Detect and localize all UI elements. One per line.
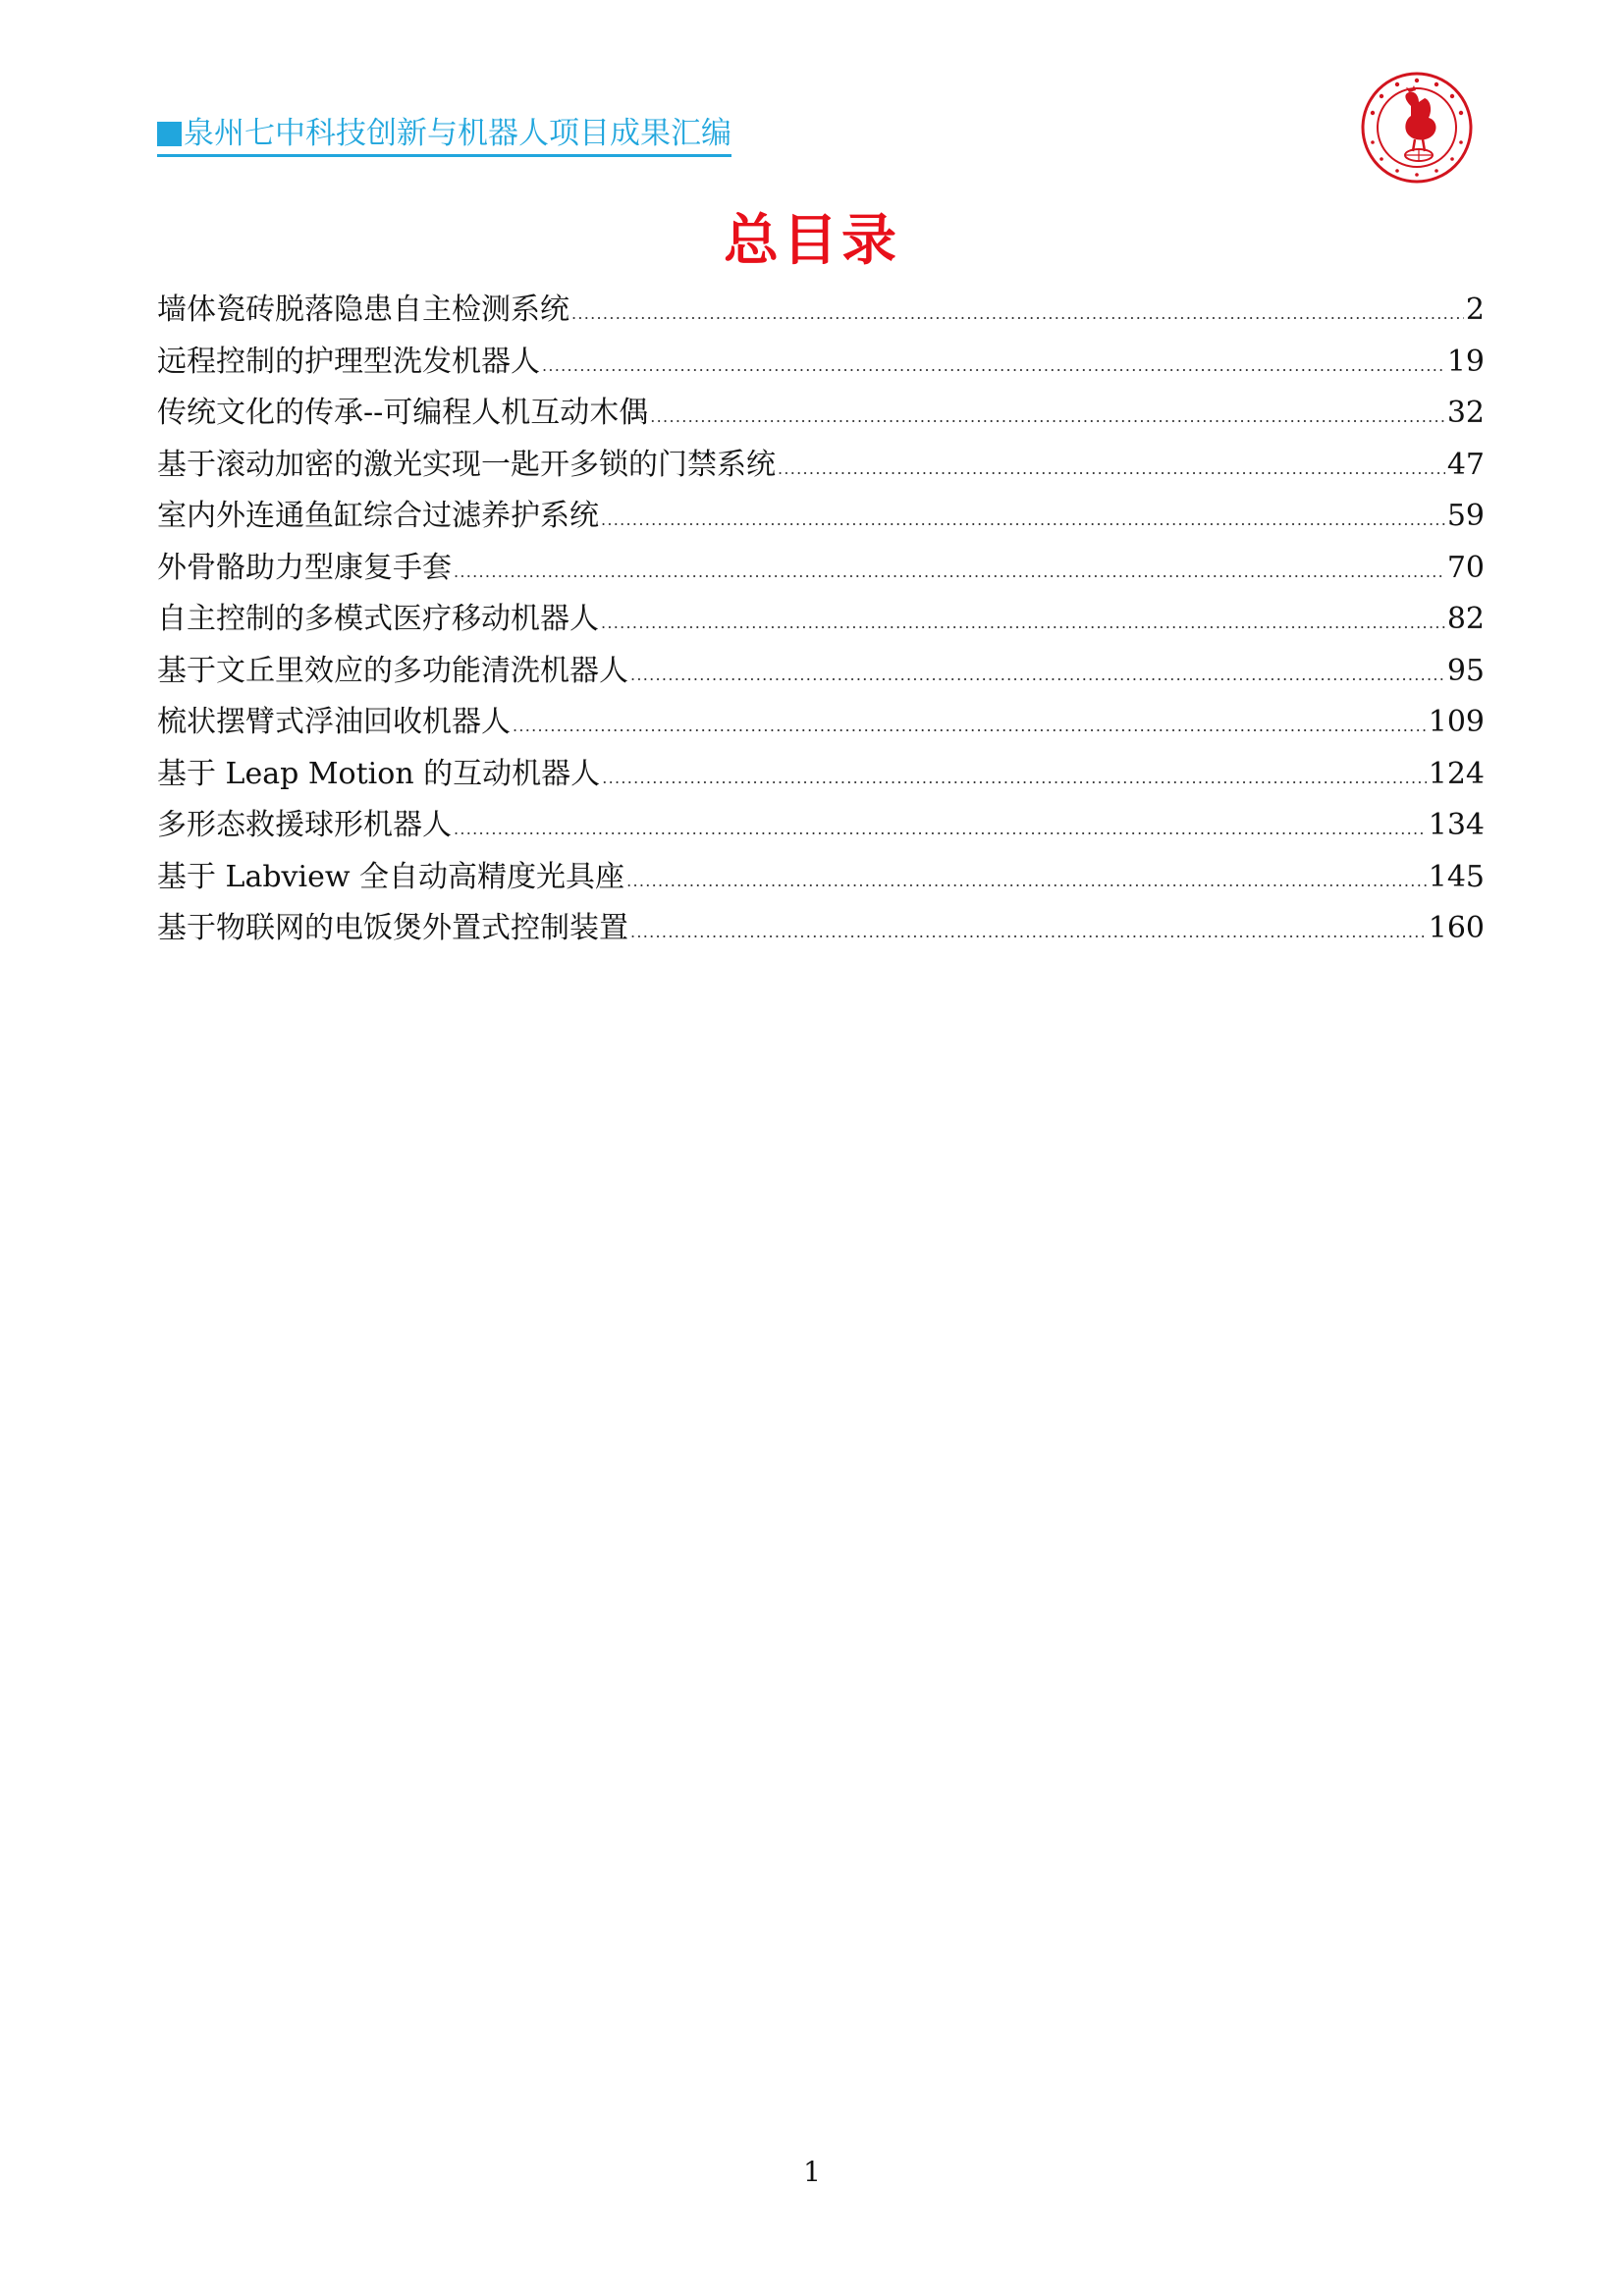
toc-entry[interactable] bbox=[157, 909, 1485, 961]
toc-entry-title: 室内外连通鱼缸综合过滤养护系统 bbox=[157, 499, 599, 533]
toc-entry-title: 基于滚动加密的激光实现一匙开多锁的门禁系统 bbox=[157, 447, 776, 482]
toc-entry-page-number: 82 bbox=[1446, 602, 1485, 636]
toc-entry-title: 梳状摆臂式浮油回收机器人 bbox=[157, 705, 511, 739]
toc-entry[interactable] bbox=[157, 497, 1485, 549]
table-of-contents bbox=[157, 291, 1485, 961]
toc-dot-leader bbox=[650, 398, 1445, 437]
toc-entry-title: 墙体瓷砖脱落隐患自主检测系统 bbox=[157, 293, 569, 327]
toc-entry[interactable] bbox=[157, 755, 1485, 807]
school-seal-logo-icon bbox=[1360, 71, 1474, 185]
toc-entry[interactable] bbox=[157, 652, 1485, 704]
toc-entry-title: 基于 Leap Motion 的互动机器人 bbox=[157, 756, 601, 791]
toc-entry[interactable] bbox=[157, 343, 1485, 395]
toc-entry-title: 基于 Labview 全自动高精度光具座 bbox=[157, 859, 625, 894]
toc-entry[interactable] bbox=[157, 394, 1485, 446]
toc-dot-leader bbox=[601, 604, 1445, 643]
toc-entry-page-number: 32 bbox=[1446, 396, 1485, 430]
toc-dot-leader bbox=[602, 759, 1427, 798]
toc-entry-title: 基于物联网的电饭煲外置式控制装置 bbox=[157, 911, 628, 945]
toc-entry-page-number: 134 bbox=[1428, 808, 1485, 842]
toc-entry-page-number: 59 bbox=[1446, 499, 1485, 533]
toc-entry[interactable] bbox=[157, 858, 1485, 910]
toc-entry[interactable] bbox=[157, 549, 1485, 601]
toc-dot-leader bbox=[630, 913, 1427, 952]
toc-dot-leader bbox=[454, 553, 1445, 592]
toc-entry-title: 外骨骼助力型康复手套 bbox=[157, 550, 452, 585]
toc-dot-leader bbox=[630, 656, 1445, 695]
toc-dot-leader bbox=[542, 347, 1445, 386]
toc-entry-page-number: 19 bbox=[1446, 344, 1485, 379]
page-title: 总目录 bbox=[724, 209, 900, 273]
toc-entry-page-number: 124 bbox=[1428, 756, 1485, 791]
toc-entry-title: 传统文化的传承--可编程人机互动木偶 bbox=[157, 396, 649, 430]
page-number: 1 bbox=[803, 2156, 821, 2188]
toc-entry[interactable] bbox=[157, 446, 1485, 498]
toc-entry-page-number: 47 bbox=[1446, 447, 1485, 482]
toc-dot-leader bbox=[601, 501, 1445, 540]
toc-entry-title: 基于文丘里效应的多功能清洗机器人 bbox=[157, 653, 628, 688]
toc-dot-leader bbox=[571, 294, 1464, 334]
toc-entry-page-number: 95 bbox=[1446, 653, 1485, 688]
toc-dot-leader bbox=[513, 707, 1427, 746]
running-header bbox=[157, 116, 731, 157]
toc-entry[interactable] bbox=[157, 806, 1485, 858]
toc-dot-leader bbox=[454, 810, 1427, 849]
toc-entry-page-number: 145 bbox=[1428, 859, 1485, 894]
header-square-icon bbox=[157, 122, 182, 146]
toc-entry-page-number: 2 bbox=[1465, 293, 1485, 327]
toc-dot-leader bbox=[626, 862, 1427, 901]
toc-dot-leader bbox=[778, 450, 1445, 489]
toc-entry-page-number: 160 bbox=[1428, 911, 1485, 945]
toc-entry-title: 自主控制的多模式医疗移动机器人 bbox=[157, 602, 599, 636]
toc-entry[interactable] bbox=[157, 600, 1485, 652]
toc-entry[interactable] bbox=[157, 703, 1485, 755]
toc-entry-title: 多形态救援球形机器人 bbox=[157, 808, 452, 842]
header-title: 泉州七中科技创新与机器人项目成果汇编 bbox=[184, 116, 731, 151]
toc-entry-title: 远程控制的护理型洗发机器人 bbox=[157, 344, 540, 379]
toc-entry-page-number: 70 bbox=[1446, 550, 1485, 585]
toc-entry[interactable] bbox=[157, 291, 1485, 343]
toc-entry-page-number: 109 bbox=[1428, 705, 1485, 739]
